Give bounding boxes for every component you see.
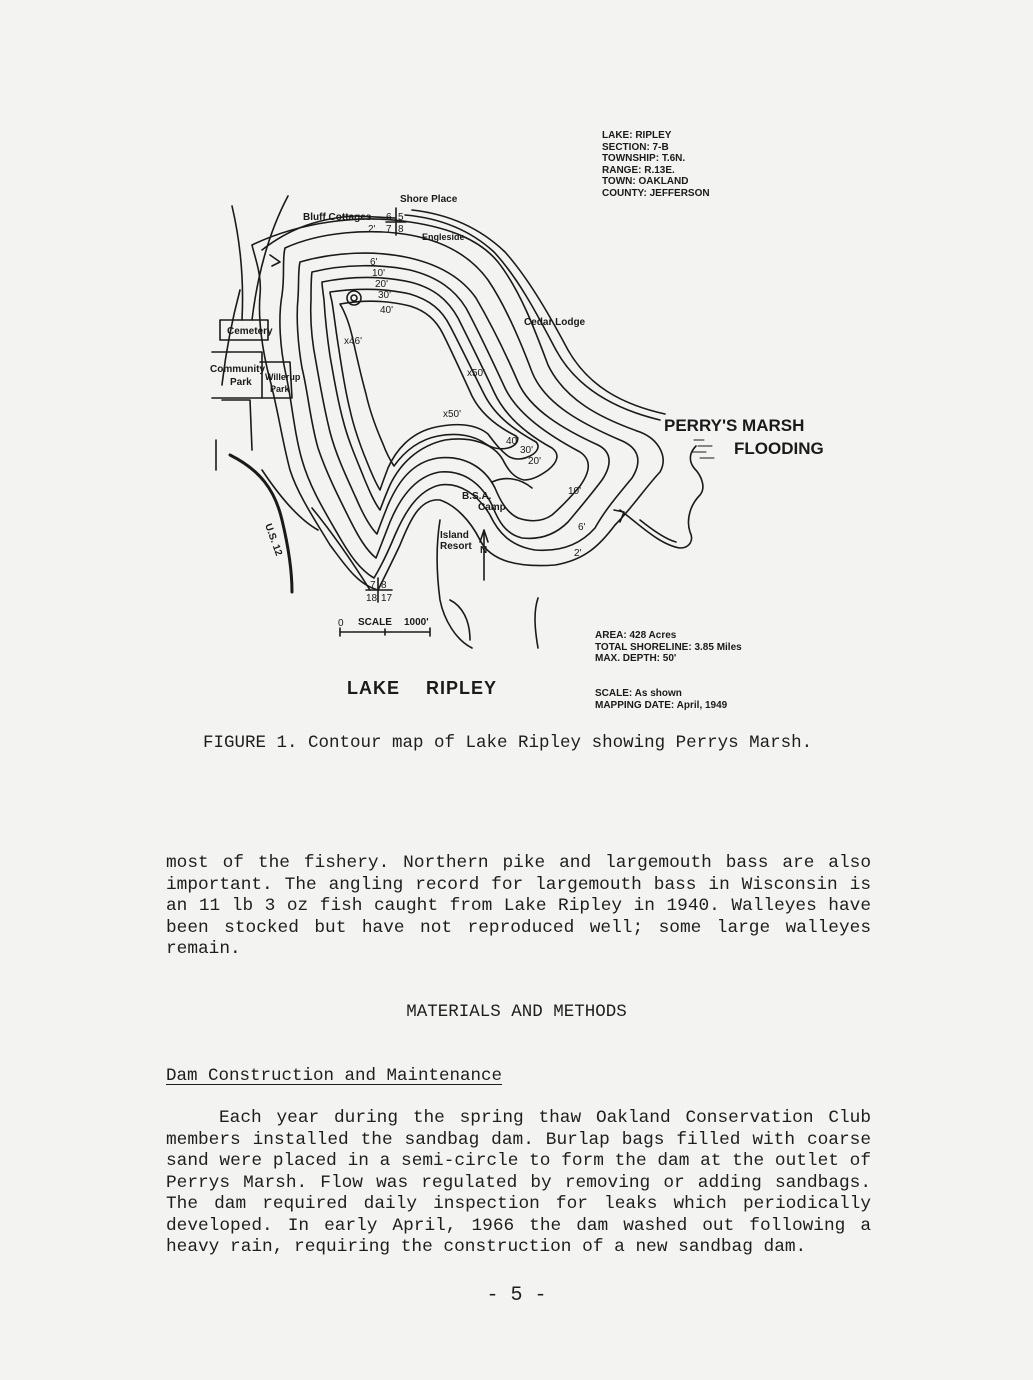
label-shore-place: Shore Place: [400, 194, 458, 205]
label-bsa-camp: Camp: [478, 502, 506, 513]
scale-distance: 1000': [404, 617, 429, 628]
info-range: RANGE: R.13E.: [602, 164, 675, 176]
highway-us12-edge: [262, 470, 318, 530]
info-shoreline: TOTAL SHORELINE: 3.85 Miles: [595, 641, 742, 653]
depth-label: x50': [443, 409, 462, 420]
road-bottom-right: [535, 598, 538, 648]
label-community: Community: [210, 364, 265, 375]
road-island-resort-2: [450, 600, 470, 640]
section-number: 7: [370, 580, 376, 591]
depth-label: 6': [578, 522, 586, 533]
label-north: N: [480, 545, 488, 556]
map-footer-info: [595, 630, 742, 665]
road-left-2: [252, 196, 288, 320]
depth-label: 20': [375, 279, 389, 290]
depth-label: 30': [378, 290, 392, 301]
depth-label: 40': [506, 436, 520, 447]
depth-label: x50': [467, 368, 486, 379]
depth-label: 2': [368, 224, 376, 235]
info-township: TOWNSHIP: T.6N.: [602, 153, 686, 164]
info-scale: SCALE: As shown: [595, 688, 682, 699]
label-island: Island: [440, 530, 469, 541]
depth-label: 6': [370, 257, 378, 268]
label-willerup-park: Park: [270, 384, 290, 394]
info-mapping-date: MAPPING DATE: April, 1949: [595, 699, 728, 711]
section-number: 8: [381, 580, 387, 591]
depth-label: x46': [344, 336, 363, 347]
label-perrys-marsh: PERRY'S MARSH: [664, 416, 805, 435]
label-flooding: FLOODING: [734, 439, 824, 458]
scale-label: SCALE: [358, 617, 392, 628]
info-max-depth: MAX. DEPTH: 50': [595, 653, 677, 664]
label-island-resort: Resort: [440, 541, 472, 552]
label-engleside: Engleside: [422, 232, 465, 242]
map-scale-info: [595, 688, 727, 711]
depth-label: 10': [372, 268, 386, 279]
label-bluff-cottages: Bluff Cottages: [303, 212, 372, 223]
depth-label: 40': [380, 305, 394, 316]
section-number: 6: [386, 212, 392, 223]
section-heading: MATERIALS AND METHODS: [406, 1002, 627, 1022]
section-number: 17: [381, 593, 393, 604]
marsh-symbols: [692, 440, 714, 458]
section-number: 7: [386, 224, 392, 235]
label-bsa: B.S.A.: [462, 491, 492, 502]
label-cedar-lodge: Cedar Lodge: [524, 317, 586, 328]
info-town: TOWN: OAKLAND: [602, 176, 689, 187]
community-park-boundary: [212, 352, 262, 398]
depth-label: 20': [528, 456, 542, 467]
section-number: 5: [398, 212, 404, 223]
highway-us12: [230, 455, 292, 592]
info-area: AREA: 428 Acres: [595, 630, 677, 641]
contour-30ft: [330, 289, 538, 490]
depth-label: 10': [568, 486, 582, 497]
perrys-marsh-creek: [620, 446, 703, 548]
page-number: - 5 -: [486, 1284, 547, 1307]
scale-zero: 0: [338, 618, 344, 629]
map-title: LAKE RIPLEY: [347, 678, 498, 698]
label-community-park: Park: [230, 377, 252, 388]
contour-6ft: [297, 253, 609, 558]
body-paragraph-1: most of the fishery. Northern pike and largemouth bass are also important. The angling record for largemouth bass in Wisconsin is an 11 lb 3 oz fish caught from Lake Ripley in 1940. Walleyes have been stocked but have not reproduced well; some large walleyes remain.: [166, 853, 871, 959]
flow-arrow-left: [270, 255, 280, 266]
island-ring-inner: [351, 295, 357, 301]
info-county: COUNTY: JEFFERSON: [602, 187, 710, 199]
scale-bar: [340, 628, 430, 636]
label-us12: U.S. 12: [262, 522, 284, 558]
section-number: 18: [366, 593, 378, 604]
depth-label: 30': [520, 445, 534, 456]
info-section: SECTION: 7-B: [602, 141, 669, 153]
section-number: 8: [398, 224, 404, 235]
info-lake: LAKE: RIPLEY: [602, 130, 672, 141]
subsection-heading: Dam Construction and Maintenance: [166, 1066, 503, 1086]
road-bottom-left: [312, 508, 370, 590]
figure-caption: FIGURE 1. Contour map of Lake Ripley showing Perrys Marsh.: [203, 733, 813, 753]
contour-20ft: [322, 278, 557, 511]
label-cemetery: Cemetery: [227, 326, 273, 337]
road-left-4: [222, 400, 252, 450]
depth-label: 2': [574, 548, 582, 559]
body-paragraph-2: Each year during the spring thaw Oakland Conservation Club members installed the sandbag dam. Burlap bags filled with coarse sand were placed in a semi-circle to form the dam at the outlet of Perrys Marsh. Flow was regulated by removing or adding sandbags. The dam required daily inspection for leaks which periodically developed. In early April, 1966 the dam washed out following a heavy rain, requiring the construction of a new sandbag dam.: [166, 1108, 871, 1257]
island-ring-outer: [347, 291, 361, 305]
label-willerup: Willerup: [265, 372, 301, 382]
